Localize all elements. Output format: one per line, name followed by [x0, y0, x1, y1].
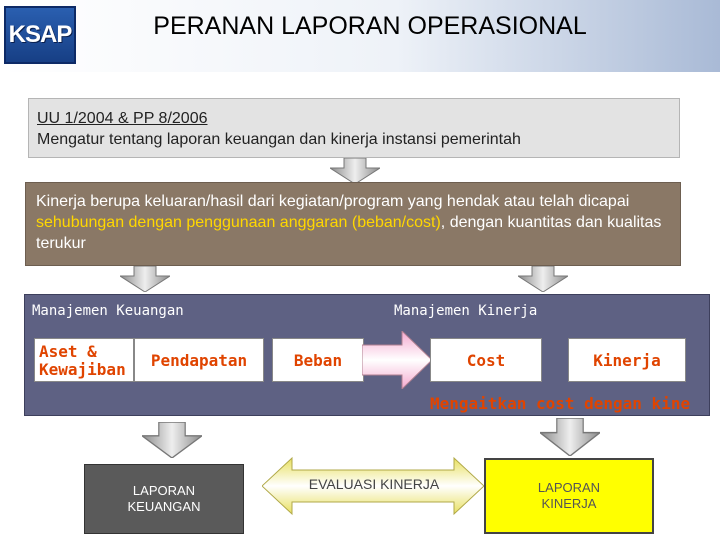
manajemen-keuangan-label: Manajemen Keuangan: [32, 303, 184, 319]
lap-kin-line1: LAPORAN: [537, 480, 601, 495]
aset-label: Aset &: [39, 342, 97, 361]
lap-keu-line2: KEUANGAN: [127, 499, 201, 514]
beban-label: Beban: [293, 350, 343, 370]
evaluasi-kinerja-label: EVALUASI KINERJA: [308, 476, 440, 492]
pendapatan-box: [134, 338, 264, 382]
lap-kin-line2: KINERJA: [541, 496, 597, 511]
kinerja-text-part1: Kinerja berupa keluaran/hasil dari kegiatan/program yang hendak atau telah dicapai: [36, 193, 630, 210]
laporan-kinerja-box: [484, 458, 654, 534]
pendapatan-label: Pendapatan: [150, 350, 248, 370]
kinerja-text-part2: , dengan kuantitas dan kualitas terukur: [36, 214, 662, 252]
cost-box: [430, 338, 542, 382]
down-arrow-icon: [518, 266, 568, 292]
law-reference: UU 1/2004 & PP 8/2006: [37, 110, 208, 127]
down-arrow-icon: [142, 422, 202, 458]
cost-label: Cost: [466, 350, 506, 370]
lap-keu-line1: LAPORAN: [132, 483, 196, 498]
kinerja-definition-box: [25, 182, 681, 266]
logo-text: KSAP: [8, 21, 72, 48]
ksap-logo: [4, 6, 76, 64]
law-box: [28, 98, 680, 158]
law-description: Mengatur tentang laporan keuangan dan kinerja instansi pemerintah: [37, 131, 521, 148]
manajemen-kinerja-label: Manajemen Kinerja: [394, 303, 538, 319]
kinerja-box: [568, 338, 686, 382]
beban-box: [272, 338, 364, 382]
down-arrow-icon: [120, 266, 170, 292]
kinerja-label: Kinerja: [593, 350, 661, 370]
kewajiban-label: Kewajiban: [39, 360, 126, 379]
laporan-keuangan-box: [84, 464, 244, 534]
page-title: PERANAN LAPORAN OPERASIONAL: [153, 12, 587, 40]
aset-kewajiban-box: [34, 338, 134, 382]
down-arrow-icon: [540, 418, 600, 456]
down-arrow-icon: [330, 158, 380, 184]
right-arrow-icon: [362, 331, 432, 389]
mengaitkan-note: Mengaitkan cost dengan kine: [430, 394, 691, 413]
kinerja-text-highlight: sehubungan dengan penggunaan anggaran (beban/cost): [36, 214, 441, 231]
